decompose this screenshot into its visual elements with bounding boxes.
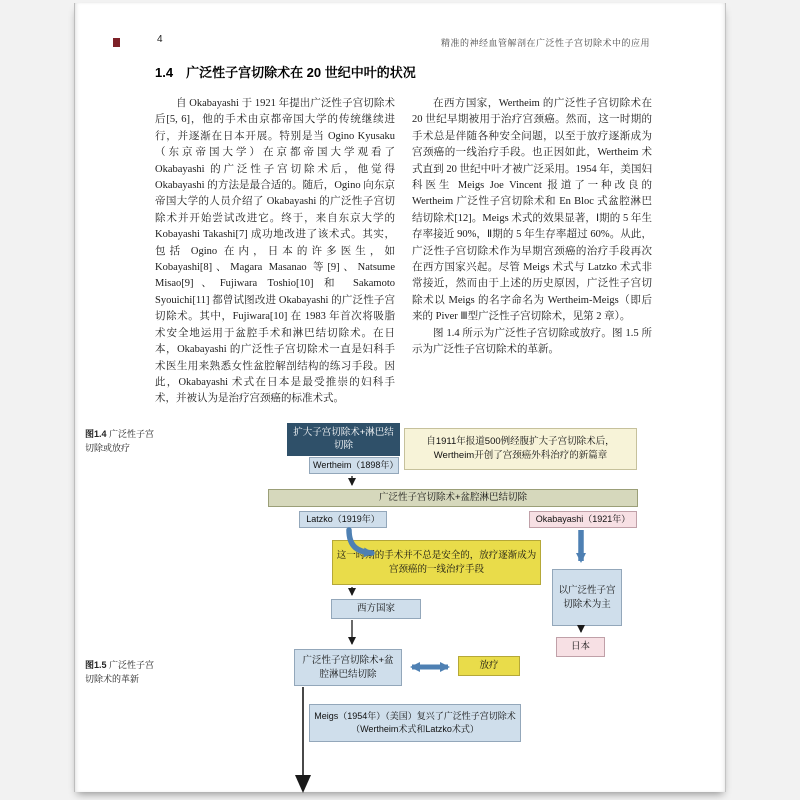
- left-paragraph: 自 Okabayashi 于 1921 年提出广泛性子宫切除术后[5, 6]，他的手术由京都帝国大学的传统继续进行，并逐渐在日本开展。特别是当 Ogino Kyusaku（东京帝国大学）在京都帝国大学观看了 Okabayashi 的广泛性子宫切除术后，他觉得 Okabayashi 的方法是最合适的。随后，Ogino 向东京帝国大学的人员介绍了 Okabayashi 的广泛性子宫切除术并开始尝试改进它。终于，来自东京大学的 Kobayashi Takashi[7] 成功地改进了该术式。其实，包括 Ogino 在内，日本的许多医生，如 Kobayashi[8]、Magara Masanao 等[9]、Natsume Misao[9]、Fujiwara Toshio[10] 和 Sakamoto Syouichi[11] 都曾试图改进 Okabayashi 的广泛性子宫切除术。其中，Fujiwara[10] 在 1983 年首次将吸脂术安全地运用于盆腔手术和淋巴结切除术。在日本，Okabayashi 的广泛性子宫切除术一直是妇科手术医生用来熟悉女性盆腔解剖结构的练习手段。因此，Okabayashi 术式在日本是最受推崇的妇科手术，并被认为是治疗宫颈癌的标准术式。: [155, 98, 395, 405]
- flow-japan-box: 日本: [556, 637, 605, 657]
- right-column: [412, 96, 652, 408]
- body-text: [155, 96, 652, 408]
- left-column: [155, 96, 395, 408]
- right-paragraph-2: 图 1.4 所示为广泛性子宫切除或放疗。图 1.5 所示为广泛性子宫切除术的革新。: [412, 327, 652, 356]
- folio-marker: [113, 38, 120, 47]
- flow-wertheim-box: Wertheim（1898年）: [309, 457, 399, 474]
- figure-1-4-label: 图1.4: [85, 429, 107, 439]
- flow-latzko-box: Latzko（1919年）: [299, 511, 387, 528]
- flow-okabayashi-box: Okabayashi（1921年）: [529, 511, 637, 528]
- flow-radical-hysterectomy-bar: 广泛性子宫切除术+盆腔淋巴结切除: [268, 489, 638, 507]
- figure-1-4-caption-text: 广泛性子宫切除或放疗: [85, 429, 155, 453]
- section-title: 1.4 广泛性子宫切除术在 20 世纪中叶的状况: [155, 65, 416, 80]
- flow-radiotherapy-box: 放疗: [458, 656, 520, 676]
- figure-1-5-label: 图1.5: [85, 660, 107, 670]
- flow-meigs-box: Meigs（1954年）（美国）复兴了广泛性子宫切除术（Wertheim术式和Latzko术式）: [309, 704, 521, 742]
- flow-safety-note-box: 这一时期的手术并不总是安全的，放疗逐渐成为宫颈癌的一线治疗手段: [332, 540, 541, 585]
- flow-mainly-radical-box: 以广泛性子宫切除术为主: [552, 569, 622, 626]
- page-number: 4: [157, 34, 163, 45]
- right-paragraph-1: 在西方国家，Wertheim 的广泛性子宫切除术在 20 世纪早期被用于治疗宫颈癌。然而，这一时期的手术总是伴随各种安全问题，以至于放疗逐渐成为宫颈癌的一线治疗手段。也正因如此，Wertheim 术式直到 20 世纪中叶才被广泛采用。1954 年，美国妇科医生 Meigs Joe Vincent 报道了一种改良的 Wertheim 广泛性子宫切除术和 En Bloc 式盆腔淋巴结切除术[12]。Meigs 术式的效果显著，Ⅰ期的 5 年生存率接近 90%，Ⅱ期的 5 年生存率超过 60%。从此，广泛性子宫切除术作为早期宫颈癌的治疗手段再次在西方国家兴起。尽管 Meigs 术式与 Latzko 术式非常接近，然而由于上述的历史原因，广泛性子宫切除术以 Meigs 的名字命名为 Wertheim-Meigs（即后来的 Piver Ⅲ型广泛性子宫切除术，见第 2 章）。: [412, 98, 652, 323]
- flow-extended-hysterectomy-box: 扩大子宫切除术+淋巴结切除: [287, 423, 400, 456]
- flow-western-countries-box: 西方国家: [331, 599, 421, 619]
- figure-1-5-caption-text: 广泛性子宫切除术的革新: [85, 660, 155, 684]
- figure-1-4-caption: [85, 428, 155, 455]
- flow-radical-pelvic-box: 广泛性子宫切除术+盆腔淋巴结切除: [294, 649, 402, 686]
- flow-1911-note-box: 自1911年报道500例经腹扩大子宫切除术后，Wertheim开创了宫颈癌外科治疗的新篇章: [404, 428, 637, 470]
- figure-1-5-caption: [85, 659, 155, 686]
- running-title: 精准的神经血管解剖在广泛性子宫切除术中的应用: [440, 38, 650, 48]
